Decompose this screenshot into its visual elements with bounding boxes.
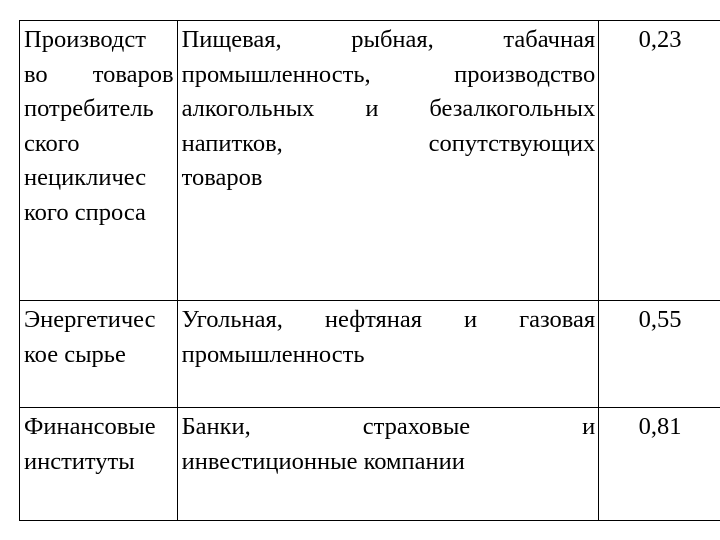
category-line: нецикличес	[24, 164, 147, 192]
table-row	[20, 301, 720, 408]
value-cell: 0,55	[599, 301, 720, 408]
category-line: Финансовые	[24, 413, 156, 440]
industry-cell	[177, 408, 599, 521]
industry-line: Банки, страховые и	[181, 413, 596, 440]
industry-line: промышленность	[181, 340, 365, 368]
industry-line: Пищевая, рыбная, табачная	[181, 26, 596, 53]
category-line: Производст	[24, 26, 146, 53]
category-line: институты	[24, 447, 135, 475]
industry-line: инвестиционные компании	[181, 447, 465, 475]
category-line: кого спроса	[24, 198, 146, 226]
industry-cell	[177, 21, 599, 301]
sector-beta-table	[19, 20, 720, 521]
table-row	[20, 408, 720, 521]
industry-line: напитков, сопутствующих	[181, 129, 596, 157]
industry-cell	[177, 301, 599, 408]
category-line: потребитель	[24, 95, 154, 123]
industry-line: товаров	[181, 164, 263, 192]
category-line: во товаров	[24, 60, 174, 88]
industry-line: Угольная, нефтяная и газовая	[181, 306, 596, 333]
value-cell: 0,81	[599, 408, 720, 521]
category-line: Энергетичес	[24, 306, 156, 333]
table-row	[20, 21, 720, 301]
category-line: кое сырье	[24, 340, 126, 368]
category-line: ского	[24, 129, 80, 157]
category-cell	[20, 408, 178, 521]
industry-line: промышленность, производство	[181, 60, 596, 88]
industry-line: алкогольных и безалкогольных	[181, 95, 596, 123]
category-cell	[20, 21, 178, 301]
value-cell: 0,23	[599, 21, 720, 301]
category-cell	[20, 301, 178, 408]
